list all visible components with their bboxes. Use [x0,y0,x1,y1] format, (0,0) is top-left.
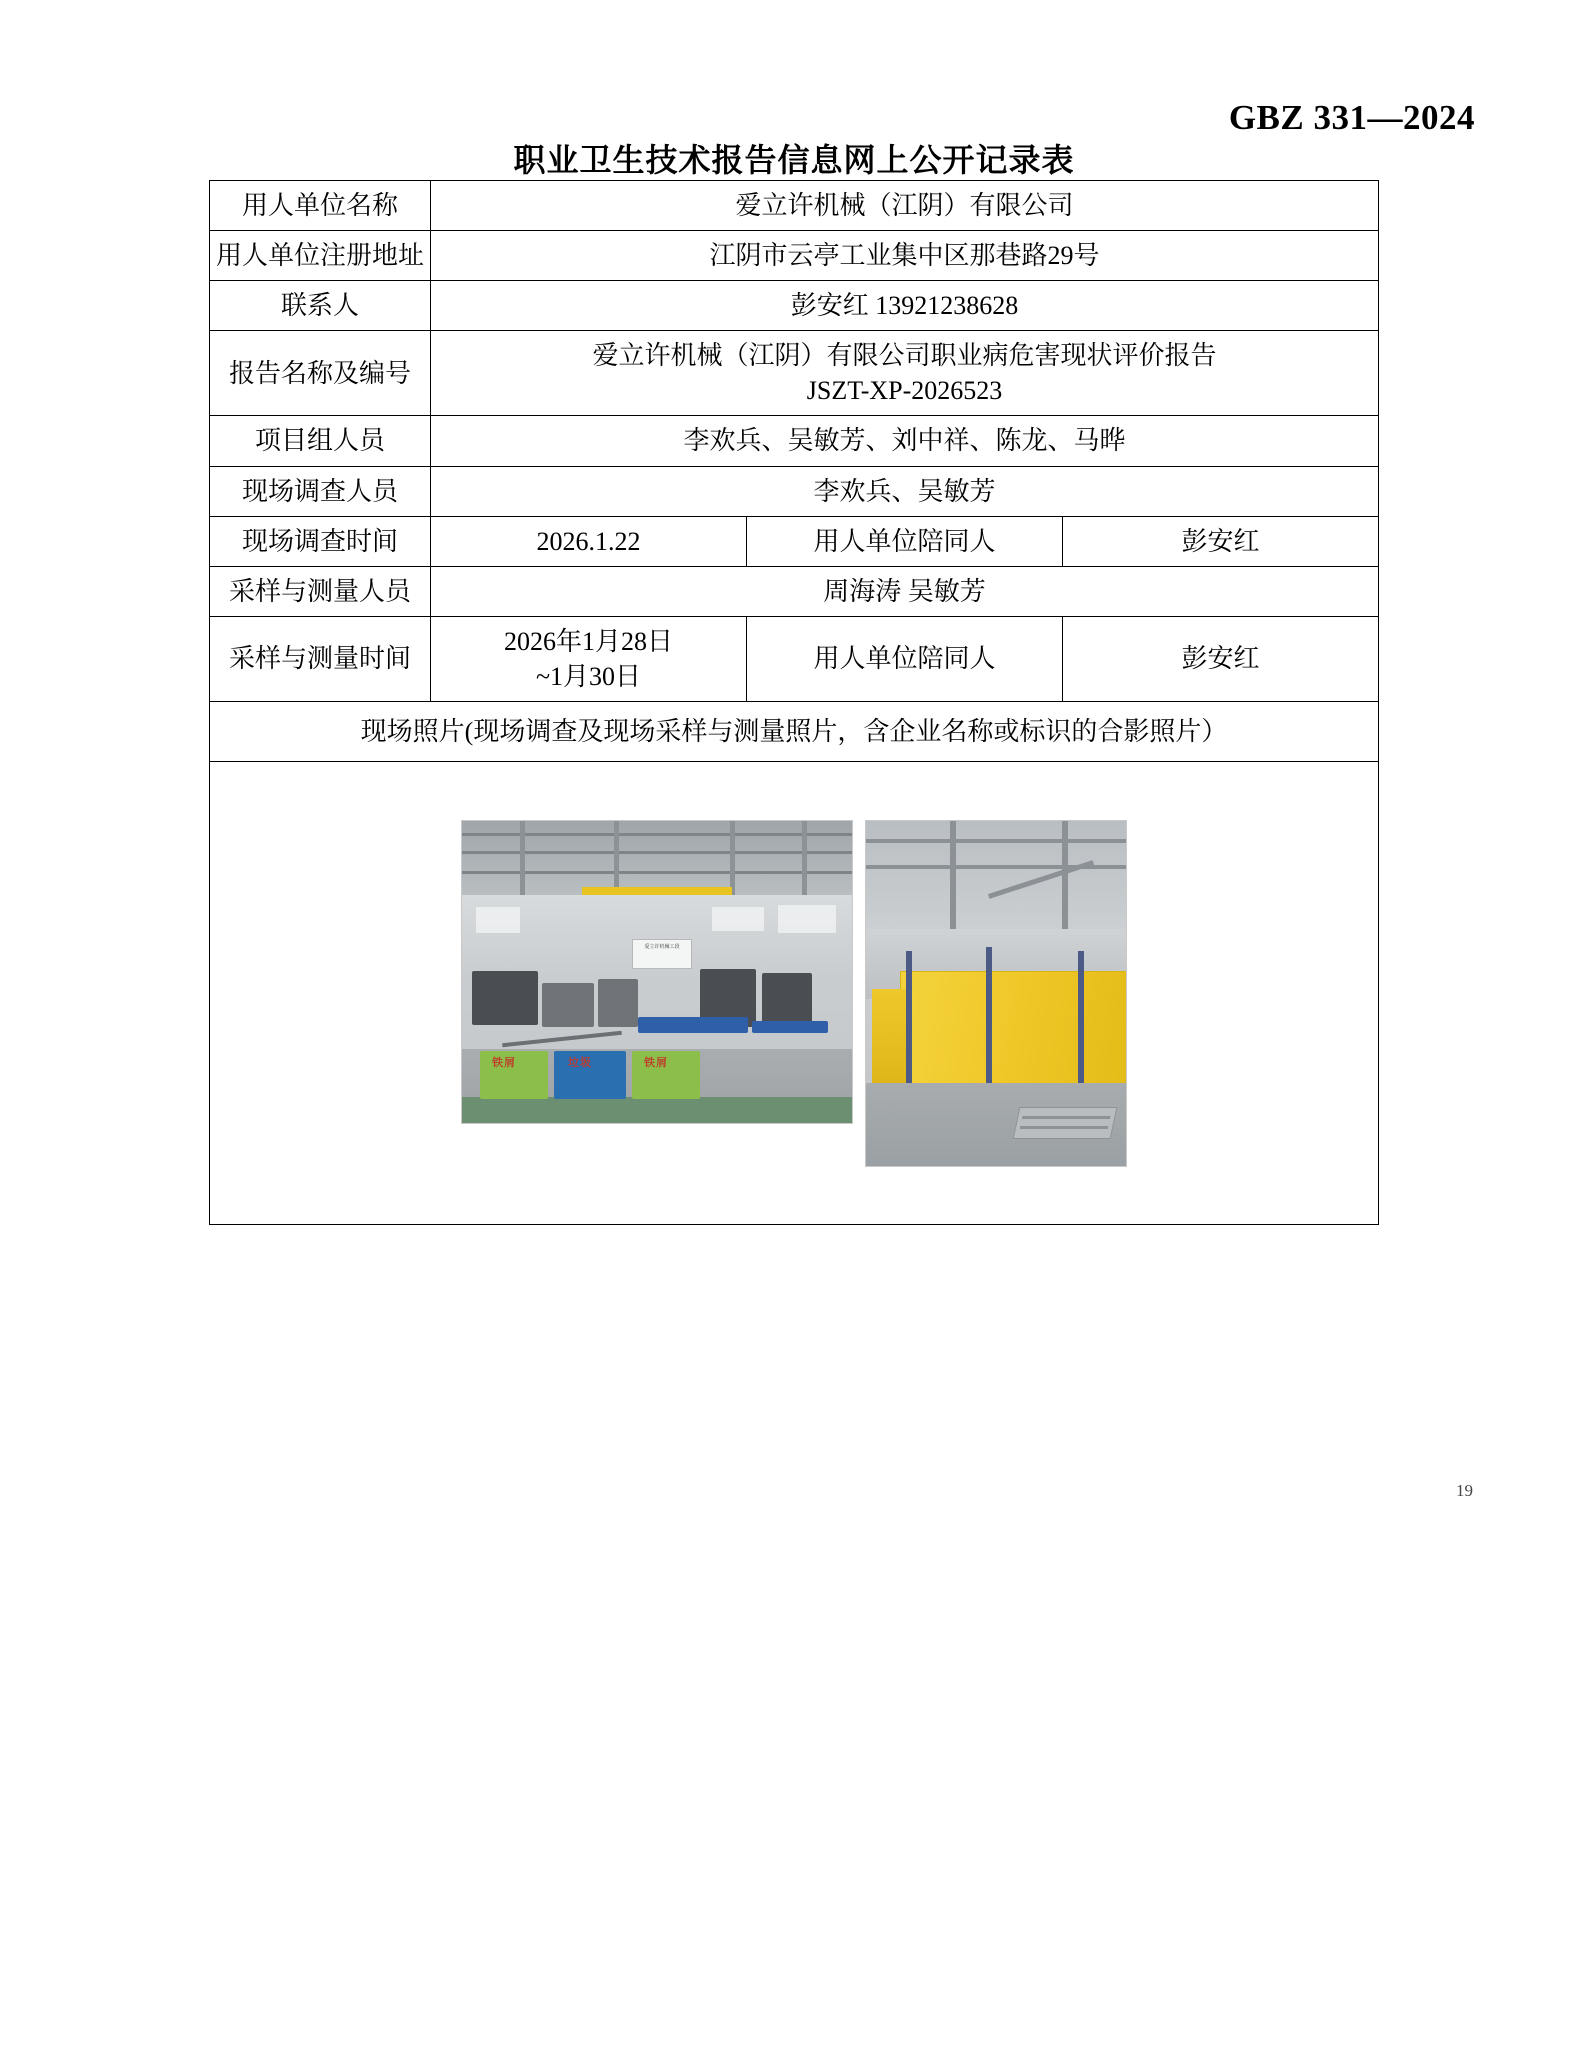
bin-label: 垃圾 [568,1056,592,1069]
report-number: JSZT-XP-2026523 [806,376,1003,406]
standard-code: GBZ 331—2024 [1228,98,1475,137]
floor-green-strip [462,1097,852,1123]
row-label-survey-accompanier: 用人单位陪同人 [747,516,1063,566]
row-label-contact: 联系人 [210,281,431,331]
table-row [210,762,1379,1225]
table-row [210,566,1379,616]
yellow-equipment-photo [865,820,1127,1167]
row-value-employer-name: 爱立许机械（江阴）有限公司 [431,181,1379,231]
factory-workshop-photo [461,820,853,1124]
yellow-machine-guard [900,971,1127,1101]
row-label-sampling-accompanier: 用人单位陪同人 [747,616,1063,701]
row-label-sampling-date: 采样与测量时间 [210,616,431,701]
window [476,907,520,933]
machine [542,983,594,1027]
window [778,905,836,933]
row-value-sampling-accompanier: 彭安红 [1063,616,1379,701]
roof-beam [866,839,1126,843]
column [802,821,807,895]
row-label-site-survey-staff: 现场调查人员 [210,466,431,516]
row-value-sampling-staff: 周海涛 吴敏芳 [431,566,1379,616]
page-number: 19 [1456,1481,1473,1500]
table-row [210,616,1379,701]
pallet-slat [1020,1126,1109,1129]
disclosure-record-table [209,180,1379,1225]
conveyor [638,1017,748,1033]
row-value-sampling-date: 2026年1月28日 ~1月30日 [431,616,747,701]
row-label-registered-address: 用人单位注册地址 [210,231,431,281]
table-row [210,466,1379,516]
column [1062,821,1068,941]
photos-section-header: 现场照片(现场调查及现场采样与测量照片，含企业名称或标识的合影照片） [210,702,1379,762]
machine [598,979,638,1027]
column [614,821,619,895]
table-row [210,516,1379,566]
workshop-sign: 爱立许机械工段 [632,939,692,969]
machine [472,971,538,1025]
machine [762,973,812,1027]
row-label-employer-name: 用人单位名称 [210,181,431,231]
support-post [906,951,912,1101]
row-value-contact: 彭安红 13921238628 [431,281,1379,331]
column [520,821,525,895]
column [730,821,735,895]
table-row [210,231,1379,281]
row-value-project-team: 李欢兵、吴敏芳、刘中祥、陈龙、马晔 [431,416,1379,466]
row-value-site-survey-date: 2026.1.22 [431,516,747,566]
row-value-report-name-no [431,331,1379,416]
support-post [1078,951,1084,1101]
bin-label: 铁屑 [492,1056,516,1069]
support-post [986,947,992,1103]
table-row [210,331,1379,416]
row-label-site-survey-date: 现场调查时间 [210,516,431,566]
table-row [210,416,1379,466]
photos-cell [210,762,1379,1225]
conveyor [752,1021,828,1033]
row-label-sampling-staff: 采样与测量人员 [210,566,431,616]
table-row [210,281,1379,331]
row-label-project-team: 项目组人员 [210,416,431,466]
pallet-slat [1022,1116,1111,1119]
report-name: 爱立许机械（江阴）有限公司职业病危害现状评价报告 [592,341,1217,371]
table-row [210,702,1379,762]
page-title: 职业卫生技术报告信息网上公开记录表 [513,142,1075,178]
bin-label: 铁屑 [644,1056,668,1069]
row-label-report-name-no: 报告名称及编号 [210,331,431,416]
metal-bar [502,1030,622,1047]
steel-pallet [1013,1107,1118,1139]
row-value-site-survey-staff: 李欢兵、吴敏芳 [431,466,1379,516]
photo-row [210,820,1378,1167]
row-value-registered-address: 江阴市云亭工业集中区那巷路29号 [431,231,1379,281]
row-value-survey-accompanier: 彭安红 [1063,516,1379,566]
window [712,907,764,931]
table-row [210,181,1379,231]
yellow-machine-guard-side [872,989,906,1093]
